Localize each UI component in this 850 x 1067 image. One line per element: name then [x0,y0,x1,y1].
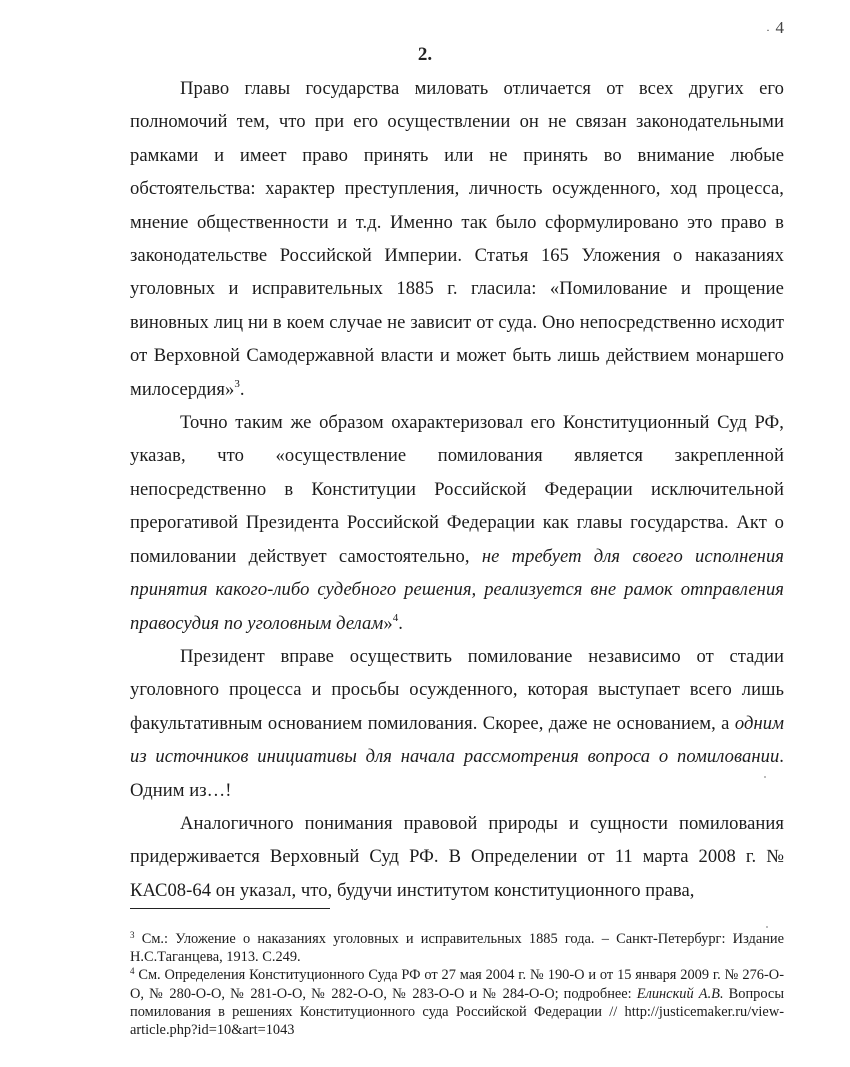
page-mark: . [766,20,770,34]
footnote-4 [130,966,784,1039]
footnote-4-number: 4 [130,966,135,977]
paragraph-4 [130,807,784,907]
paragraph-4-text: Аналогичного понимания правовой природы и сущности помилования придерживается Верховный Суд РФ. В Определении от 11 марта 2008 г. № КАС08-64 он указал, что, будучи институтом конституционного права, [130,812,784,901]
paragraph-1-end: . [239,378,245,400]
paragraph-2-italic: не требует для своего исполнения принятия какого-либо судебного решения, реализуется вне рамок отправления правосудия по уголовным делам [130,545,784,634]
footnote-4-author: Елинский А.В. [636,985,724,1002]
paragraph-2-text: Точно таким же образом охарактеризовал его Конституционный Суд РФ, указав, что «осуществление помилования является закрепленной непосредственно в Конституции Российской Федерации исключительной прерогативой Президента Российской Федерации как главы государства. Акт о помиловании действует самостоятельно, [130,412,784,567]
paragraph-3 [130,640,784,807]
paragraph-1 [130,72,784,406]
footnote-3-text: См.: Уложение о наказаниях уголовных и исправительных 1885 года. – Санкт-Петербург: Издание Н.С.Таганцева, 1913. С.249. [130,931,784,966]
paragraph-3-end: . Одним из…! [130,746,784,801]
scan-speck [766,926,768,928]
footnote-4-text: См. Определения Конституционного Суда РФ от 27 мая 2004 г. № 190-О и от 15 января 2009 г. № 276-О-О, № 280-О-О, № 281-О-О, № 282-О-О, № 283-О-О и № 284-О-О; подробнее: [130,967,784,1002]
footnote-4-rest: Вопросы помилования в решениях Конституционного суда Российской Федерации // http://justicemaker.ru/view-article.php?id=10&art=1043 [130,985,784,1039]
footnote-3-number: 3 [130,930,135,940]
footnotes [130,930,784,1039]
footnote-ref-4: 4 [392,611,399,624]
paragraph-2-end: . [398,612,403,634]
page-number [767,18,785,38]
paragraph-3-text: Президент вправе осуществить помилование независимо от стадии уголовного процесса и просьбы осужденного, которая выступает всего лишь факультативным основанием помилования. Скорее, даже не основанием, а [130,645,784,734]
page-number-value: 4 [775,18,784,37]
section-number: 2. [417,44,433,65]
paragraph-2-close: » [383,612,393,634]
scan-speck [764,776,766,778]
paragraph-1-text: Право главы государства миловать отличается от всех других его полномочий тем, что при его осуществлении он не связан законодательными рамками и имеет право принять или не принять во внимание любые обстоятельства: характер преступления, личность осужденного, ход процесса, мнение общественности и т.д. Именно так было сформулировано это право в законодательстве Российской Империи. Статья 165 Уложения о наказаниях уголовных и исправительных 1885 г. гласила: «Помилование и прощение виновных лиц ни в коем случае не зависит от суда. Оно непосредственно исходит от Верховной Самодержавной власти и может быть лишь действием монаршего милосердия» [130,78,784,400]
footnote-ref-3: 3 [234,377,240,390]
footnote-separator [130,908,330,909]
footnote-3 [130,930,784,966]
paragraph-2 [130,406,784,640]
main-text [130,72,784,907]
paragraph-3-italic: одним из источников инициативы для начала рассмотрения вопроса о помиловании [130,712,784,768]
